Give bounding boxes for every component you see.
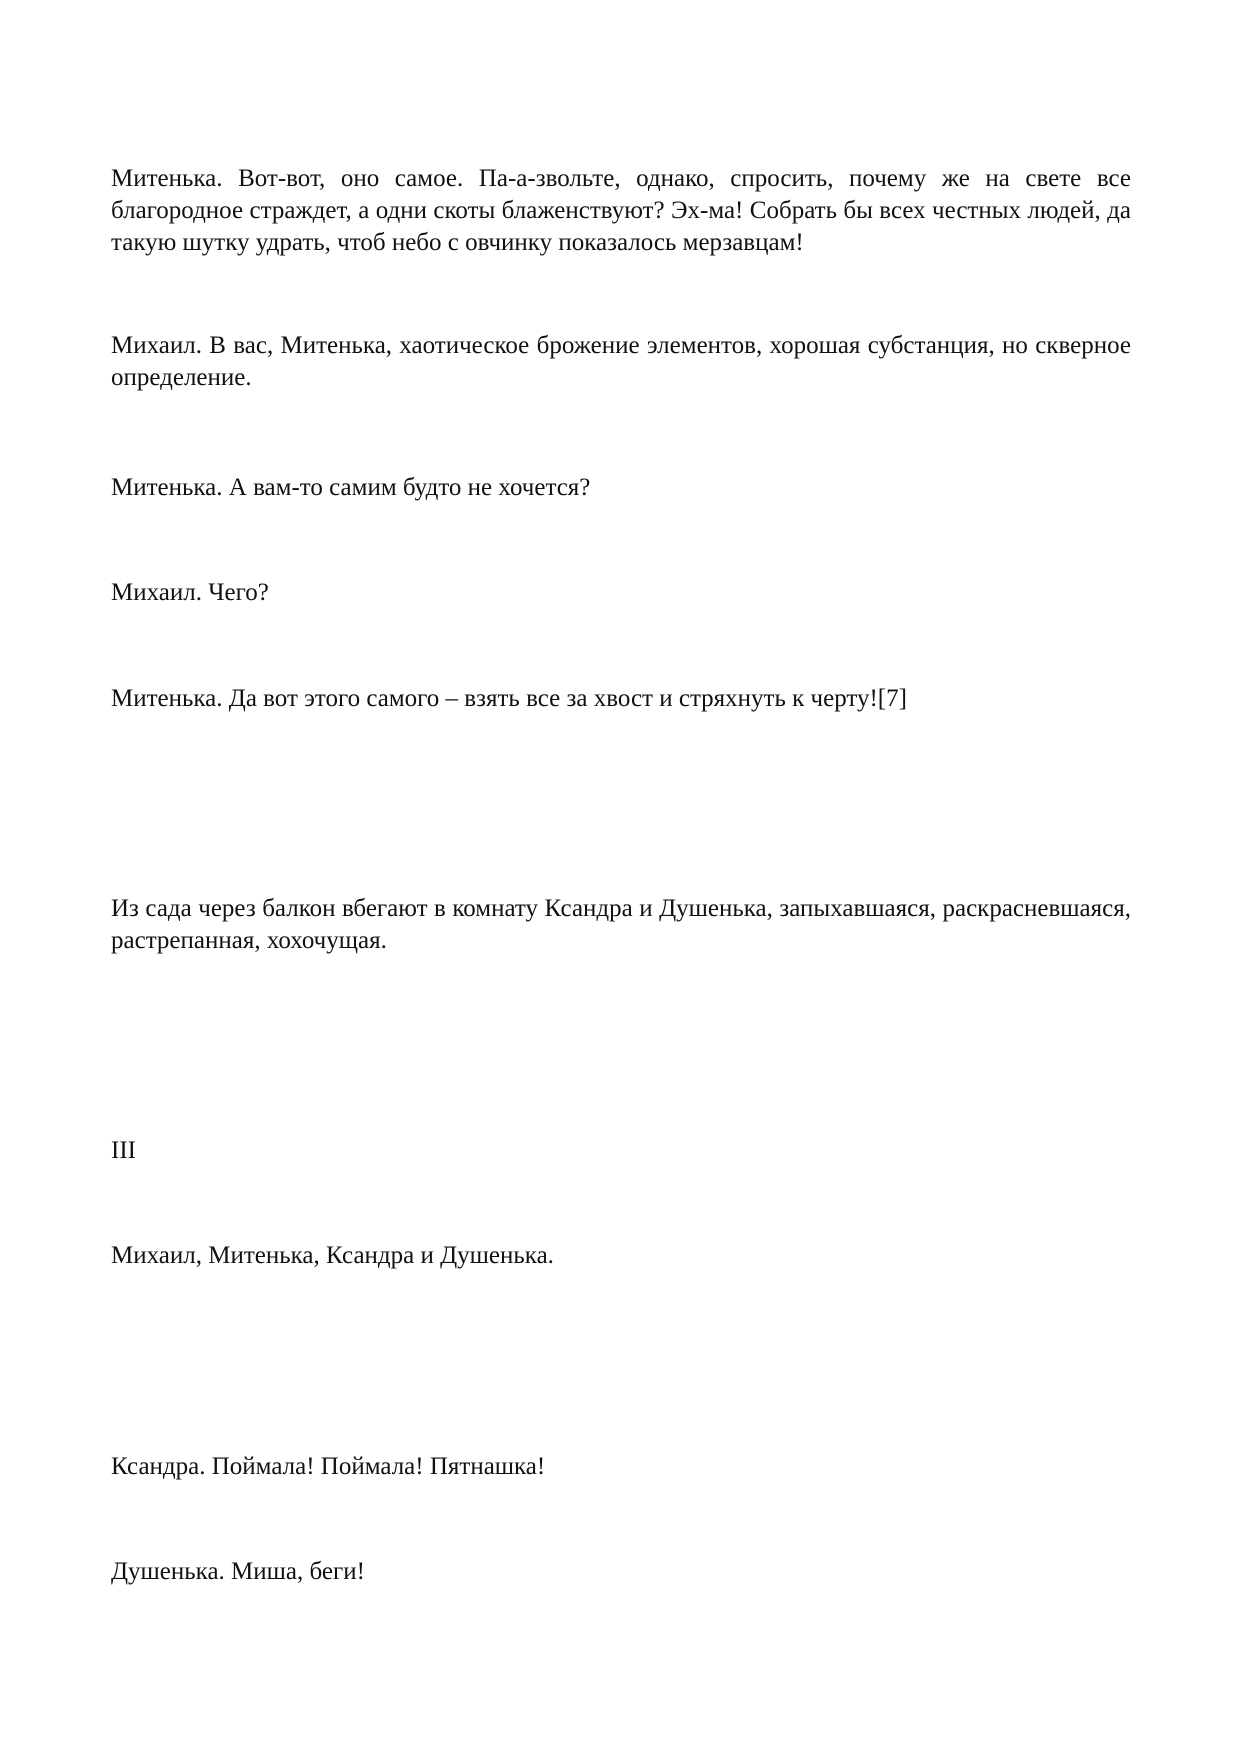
paragraph-mitenka-3: Митенька. Да вот этого самого – взять все за хвост и стряхнуть к черту![7] <box>111 685 907 712</box>
stage-direction: Из сада через балкон вбегают в комнату Ксандра и Душенька, запыхавшаяся, раскрасневшаяся, растрепанная, хохочущая. <box>111 895 1131 954</box>
paragraph-dushenka-1: Душенька. Миша, беги! <box>111 1558 365 1585</box>
paragraph-mikhail-2: Михаил. Чего? <box>111 579 269 606</box>
paragraph-mitenka-1: Митенька. Вот-вот, оно самое. Па-а-звольте, однако, спросить, почему же на свете все благородное страждет, а одни скоты блаженствуют? Эх-ма! Собрать бы всех честных людей, да такую шутку удрать, чтоб небо с овчинку показалось мерзавцам! <box>111 165 1131 256</box>
scene-characters: Михаил, Митенька, Ксандра и Душенька. <box>111 1242 554 1269</box>
scene-number: III <box>111 1137 136 1164</box>
paragraph-mitenka-2: Митенька. А вам-то самим будто не хочется? <box>111 474 591 501</box>
paragraph-mikhail-1: Михаил. В вас, Митенька, хаотическое брожение элементов, хорошая субстанция, но скверное определение. <box>111 332 1131 391</box>
paragraph-ksandra-1: Ксандра. Поймала! Поймала! Пятнашка! <box>111 1453 546 1480</box>
